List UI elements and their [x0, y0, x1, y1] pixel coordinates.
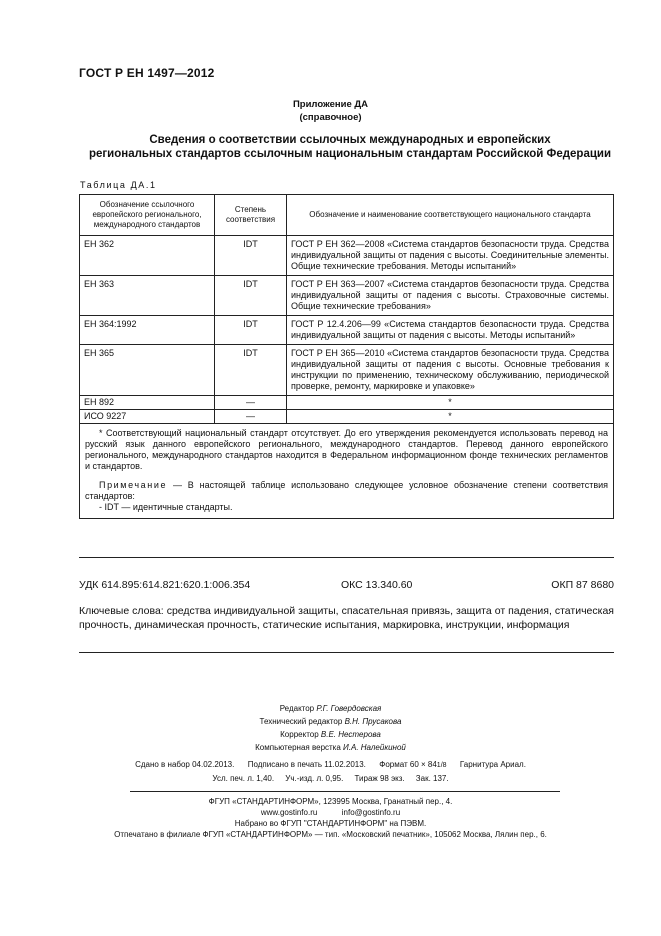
section-title-line-1: Сведения о соответствии ссылочных международных и европейских [149, 134, 551, 146]
table-row [80, 345, 614, 396]
publishing-line-2 [0, 774, 661, 783]
header-degree: Степень соответствия [215, 195, 287, 236]
cell-national: * [287, 396, 614, 410]
credits [0, 702, 661, 754]
correspondence-table [79, 194, 614, 519]
keywords: Ключевые слова: средства индивидуальной защиты, спасательная привязь, защита от падения, статическая прочность, динамическая прочность, статические испытания, маркировка, инструкции, информация [79, 605, 614, 631]
table-row [80, 236, 614, 276]
cell-degree: IDT [215, 236, 287, 276]
table-label: Таблица ДА.1 [80, 180, 157, 190]
cell-ref: ЕН 892 [80, 396, 215, 410]
udk-code: УДК 614.895:614.821:620.1:006.354 [79, 579, 251, 591]
header-ref-standard: Обозначение ссылочного европейского регионального, международного стандартов [80, 195, 215, 236]
credit-editor [0, 702, 661, 715]
table-row [80, 316, 614, 345]
cell-degree: IDT [215, 345, 287, 396]
typeset-line: Набрано во ФГУП "СТАНДАРТИНФОРМ" на ПЭВМ. [234, 819, 427, 828]
publisher-sheets: Уч.-изд. л. 0,95. [285, 774, 344, 783]
publisher-address [0, 796, 661, 840]
credit-role: Корректор [280, 730, 319, 739]
credit-tech-editor [0, 715, 661, 728]
cell-ref: ЕН 364:1992 [80, 316, 215, 345]
divider [130, 791, 560, 792]
oks-code: ОКС 13.340.60 [341, 579, 413, 591]
credit-person: И.А. Налейкиной [343, 743, 406, 752]
print-run: Тираж 98 экз. [354, 774, 405, 783]
cell-degree: IDT [215, 276, 287, 316]
credit-person: В.Н. Прусакова [344, 717, 402, 726]
cell-degree: — [215, 396, 287, 410]
cell-ref: ИСО 9227 [80, 410, 215, 424]
table-row [80, 396, 614, 410]
print-signed-date: Подписано в печать 11.02.2013. [247, 760, 366, 769]
print-sheets: Усл. печ. л. 1,40. [212, 774, 275, 783]
table-row [80, 410, 614, 424]
divider [79, 557, 614, 558]
appendix-subtitle: (справочное) [299, 112, 362, 123]
credit-role: Компьютерная верстка [255, 743, 341, 752]
divider [79, 652, 614, 653]
table-row [80, 276, 614, 316]
note-text: — В настоящей таблице использовано следующее условное обозначение степени соответствия стандартов: [85, 480, 608, 501]
header-national-standard: Обозначение и наименование соответствующего национального стандарта [287, 195, 614, 236]
contact-line [0, 807, 661, 818]
cell-degree: IDT [215, 316, 287, 345]
table-notes-row [80, 424, 614, 519]
table-notes [80, 424, 614, 519]
paper-format: Формат 60 × 84 [379, 760, 437, 769]
order-number: Зак. 137. [415, 774, 449, 783]
cell-ref: ЕН 363 [80, 276, 215, 316]
printer-line: Отпечатано в филиале ФГУП «СТАНДАРТИНФОРМ» — тип. «Московский печатник», 105062 Москва, Лялин пер., 6. [114, 830, 547, 839]
note-item: - IDT — идентичные стандарты. [99, 502, 233, 512]
appendix-title: Приложение ДА [292, 99, 369, 110]
credit-proofreader [0, 728, 661, 741]
section-title-line-2: региональных стандартов ссылочным национальным стандартам Российской Федерации [88, 148, 612, 160]
cell-national: ГОСТ Р ЕН 365—2010 «Система стандартов безопасности труда. Средства индивидуальной защиты от падения с высоты. Основные требования к инструкции по применению, техническому обслуживанию, периодической проверке, ремонту, маркировке и упаковке» [287, 345, 614, 396]
cell-degree: — [215, 410, 287, 424]
document-id: ГОСТ Р ЕН 1497—2012 [79, 66, 215, 80]
typeset-date: Сдано в набор 04.02.2013. [135, 760, 235, 769]
cell-ref: ЕН 365 [80, 345, 215, 396]
okp-code: ОКП 87 8680 [551, 579, 614, 591]
publishing-line-1 [0, 760, 661, 769]
cell-national: ГОСТ Р ЕН 363—2007 «Система стандартов безопасности труда. Средства индивидуальной защиты от падения с высоты. Страховочные системы. Общие технические требования» [287, 276, 614, 316]
note-label: Примечание [99, 480, 168, 490]
credit-role: Технический редактор [259, 717, 343, 726]
credit-person: Р.Г. Говердовская [316, 704, 382, 713]
cell-national: ГОСТ Р ЕН 362—2008 «Система стандартов безопасности труда. Средства индивидуальной защиты от падения с высоты. Соединительные элементы. Общие технические требования. Методы испытаний» [287, 236, 614, 276]
cell-ref: ЕН 362 [80, 236, 215, 276]
table-note [85, 480, 608, 502]
credit-person: В.Е. Нестерова [320, 730, 381, 739]
table-footnote: * Соответствующий национальный стандарт отсутствует. До его утверждения рекомендуется использовать перевод на русский язык данного европейского регионального, международного стандартов. Перевод данного европейского регионального, международного стандартов находится в Федеральном информационном фонде технических регламентов и стандартов. [85, 428, 608, 471]
website-link[interactable]: www.gostinfo.ru [260, 808, 318, 817]
table-header-row [80, 195, 614, 236]
email-link[interactable]: info@gostinfo.ru [341, 808, 401, 817]
cell-national: ГОСТ Р 12.4.206—99 «Система стандартов безопасности труда. Средства индивидуальной защиты от падения с высоты. Методы испытаний» [287, 316, 614, 345]
typeface: Гарнитура Ариал. [459, 760, 526, 769]
credit-role: Редактор [279, 704, 315, 713]
appendix-heading [0, 98, 661, 124]
section-title [60, 133, 640, 161]
cell-national: * [287, 410, 614, 424]
paper-format-fraction: 1/8 [436, 762, 447, 769]
publisher-line: ФГУП «СТАНДАРТИНФОРМ», 123995 Москва, Гранатный пер., 4. [208, 797, 453, 806]
credit-layout [0, 741, 661, 754]
